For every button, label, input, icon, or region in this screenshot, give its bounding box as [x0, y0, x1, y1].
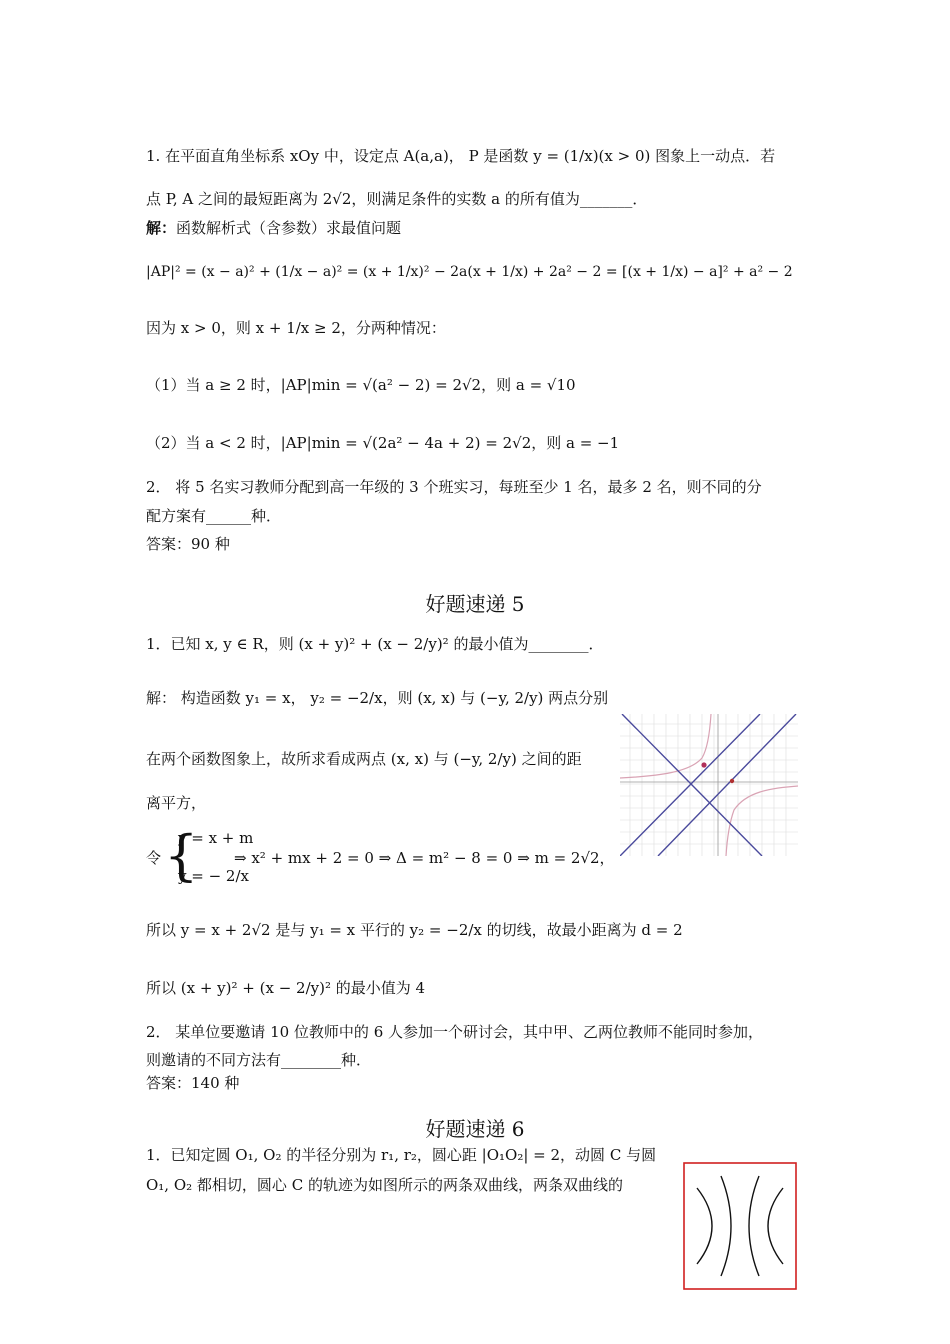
q2-line1: 2． 将 5 名实习教师分配到高一年级的 3 个班实习，每班至少 1 名，最多 2 名，则不同的分: [146, 478, 762, 496]
s5-conclude1: 所以 y = x + 2√2 是与 y₁ = x 平行的 y₂ = −2/x 的切线，故最小距离为 d = 2: [146, 921, 683, 939]
s6-line2: O₁, O₂ 都相切，圆心 C 的轨迹为如图所示的两条双曲线，两条双曲线的: [146, 1176, 623, 1194]
figure-frame: [684, 1163, 796, 1289]
sys-label: 令: [146, 849, 162, 867]
solution-intro: [146, 218, 401, 238]
sys-rest: ⇒ x² + mx + 2 = 0 ⇒ Δ = m² − 8 = 0 ⇒ m = 2√2，: [234, 849, 615, 867]
s5-q2-line2: 则邀请的不同方法有________种．: [146, 1051, 372, 1069]
hyperbola-graph-figure: [620, 714, 798, 856]
because-line: 因为 x > 0，则 x + 1/x ≥ 2，分两种情况：: [146, 319, 446, 337]
q2-line2: 配方案有______种．: [146, 507, 282, 525]
tangent-point-right: [730, 779, 734, 783]
q1-line1: 1. 在平面直角坐标系 xOy 中，设定点 A(a,a)， P 是函数 y = (1/x)(x > 0) 图象上一动点．若: [146, 147, 776, 165]
sys-eq-a: y = x + m: [178, 829, 254, 847]
answer-2: 答案：140 种: [146, 1074, 240, 1092]
two-hyperbolas-figure: [683, 1162, 797, 1290]
distance-formula: |AP|² = (x − a)² + (1/x − a)² = (x + 1/x)² − 2a(x + 1/x) + 2a² − 2 = [(x + 1/x) − a]² + a² − 2: [146, 264, 793, 280]
brace: {: [164, 824, 199, 887]
section-title-5: 好题速递 5: [425, 592, 525, 616]
solution-label: 解：: [146, 219, 177, 237]
answer-1: 答案：90 种: [146, 535, 230, 553]
s5-sol1: 解： 构造函数 y₁ = x， y₂ = −2/x，则 (x, x) 与 (−y, 2/y) 两点分别: [146, 689, 609, 707]
s5-sol2: 在两个函数图象上，故所求看成两点 (x, x) 与 (−y, 2/y) 之间的距: [146, 750, 582, 768]
s5-sol3: 离平方，: [146, 794, 207, 812]
case-2: （2）当 a < 2 时，|AP|min = √(2a² − 4a + 2) = 2√2，则 a = −1: [146, 434, 620, 452]
s5-q1: 1．已知 x, y ∈ R，则 (x + y)² + (x − 2/y)² 的最小值为________．: [146, 635, 604, 653]
q1-line2: 点 P, A 之间的最短距离为 2√2，则满足条件的实数 a 的所有值为_______．: [146, 190, 648, 208]
s5-q2-line1: 2． 某单位要邀请 10 位教师中的 6 人参加一个研讨会，其中甲、乙两位教师不能同时参加，: [146, 1023, 764, 1041]
s5-conclude2: 所以 (x + y)² + (x − 2/y)² 的最小值为 4: [146, 979, 426, 997]
solution-text: 函数解析式（含参数）求最值问题: [176, 219, 402, 237]
tangent-point-left: [701, 762, 706, 767]
s6-line1: 1．已知定圆 O₁, O₂ 的半径分别为 r₁, r₂，圆心距 |O₁O₂| = 2，动圆 C 与圆: [146, 1146, 657, 1164]
case-1: （1）当 a ≥ 2 时，|AP|min = √(a² − 2) = 2√2，则 a = √10: [146, 376, 576, 394]
sys-eq-b: y = − 2/x: [178, 867, 249, 885]
section-title-6: 好题速递 6: [425, 1117, 525, 1141]
